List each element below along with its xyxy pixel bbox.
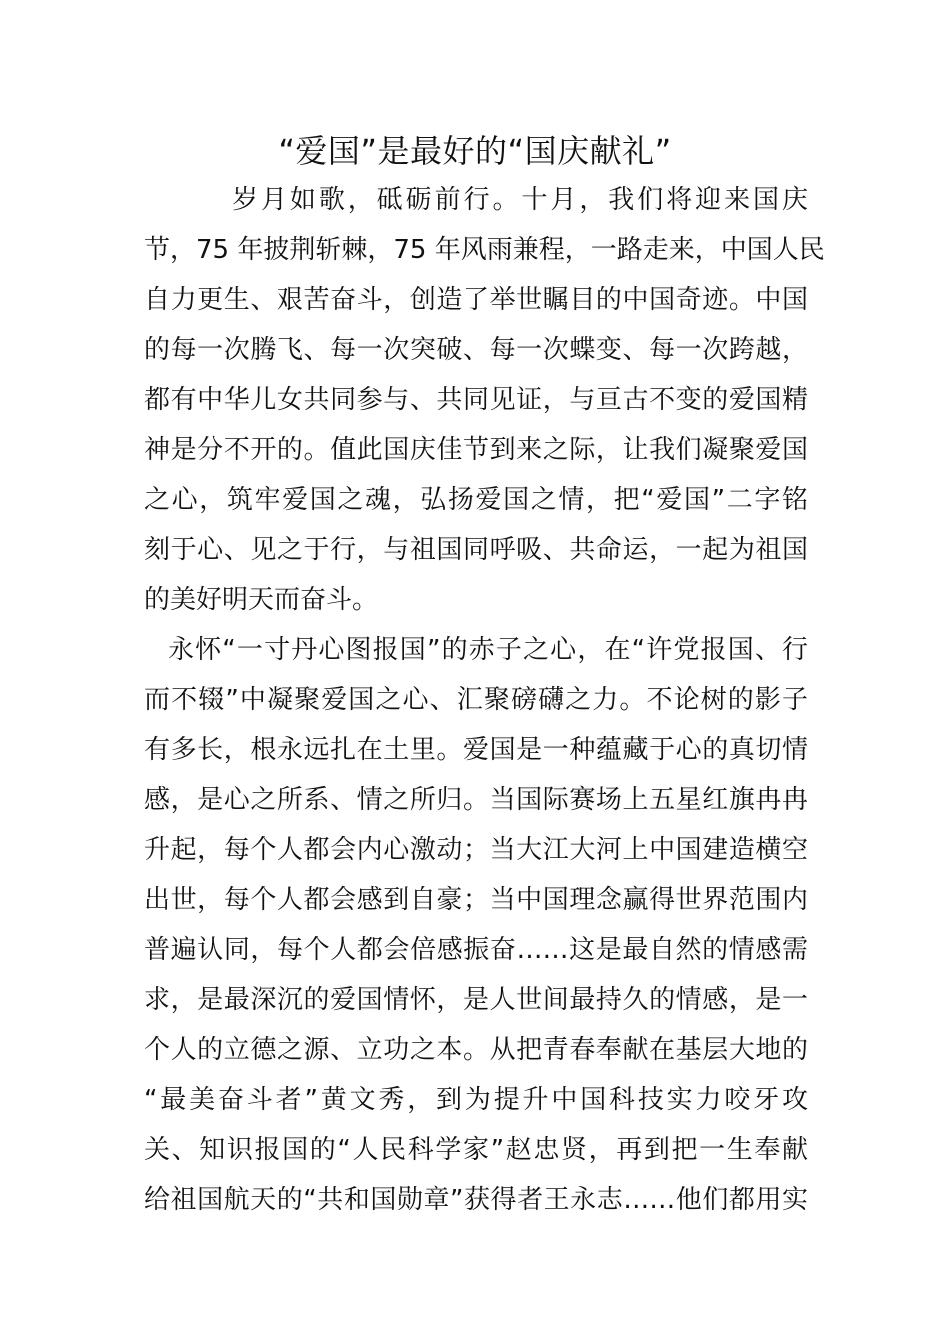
document-body [144, 175, 825, 1225]
paragraph-line: 神是分不开的。值此国庆佳节到来之际，让我们凝聚爱国 [144, 435, 808, 465]
paragraph-2 [144, 625, 808, 1225]
paragraph-line: 求，是最深沉的爱国情怀，是人世间最持久的情感，是一 [144, 985, 808, 1015]
paragraph-line: 岁月如歌，砥砺前行。十月，我们将迎来国庆 [232, 185, 808, 215]
paragraph-line: 的每一次腾飞、每一次突破、每一次蝶变、每一次跨越， [144, 335, 808, 365]
paragraph-line: 升起，每个人都会内心激动；当大江大河上中国建造横空 [144, 835, 808, 865]
paragraph-line: 出世，每个人都会感到自豪；当中国理念赢得世界范围内 [144, 885, 808, 915]
paragraph-line: 给祖国航天的“共和国勋章”获得者王永志……他们都用实 [144, 1185, 808, 1215]
paragraph-line: 有多长，根永远扎在土里。爱国是一种蕴藏于心的真切情 [144, 735, 808, 765]
paragraph-line: 节，75 年披荆斩棘，75 年风雨兼程，一路走来，中国人民 [144, 235, 825, 265]
paragraph-line: 而不辍”中凝聚爱国之心、汇聚磅礴之力。不论树的影子 [144, 685, 808, 715]
paragraph-line: 都有中华儿女共同参与、共同见证，与亘古不变的爱国精 [144, 385, 808, 415]
paragraph-line: 普遍认同，每个人都会倍感振奋……这是最自然的情感需 [144, 935, 808, 965]
paragraph-line: 感，是心之所系、情之所归。当国际赛场上五星红旗冉冉 [144, 785, 808, 815]
paragraph-line: 永怀“一寸丹心图报国”的赤子之心，在“许党报国、行 [168, 635, 808, 665]
paragraph-line: 关、知识报国的“人民科学家”赵忠贤，再到把一生奉献 [144, 1135, 808, 1165]
document-title: “爱国”是最好的“国庆献礼” [278, 132, 672, 170]
paragraph-line: “最美奋斗者”黄文秀，到为提升中国科技实力咬牙攻 [144, 1085, 808, 1115]
paragraph-line: 的美好明天而奋斗。 [144, 585, 379, 615]
paragraph-line: 之心，筑牢爱国之魂，弘扬爱国之情，把“爱国”二字铭 [144, 485, 808, 515]
paragraph-1 [144, 175, 825, 625]
paragraph-line: 刻于心、见之于行，与祖国同呼吸、共命运，一起为祖国 [144, 535, 808, 565]
paragraph-line: 个人的立德之源、立功之本。从把青春奉献在基层大地的 [144, 1035, 808, 1065]
paragraph-line: 自力更生、艰苦奋斗，创造了举世瞩目的中国奇迹。中国 [144, 285, 808, 315]
